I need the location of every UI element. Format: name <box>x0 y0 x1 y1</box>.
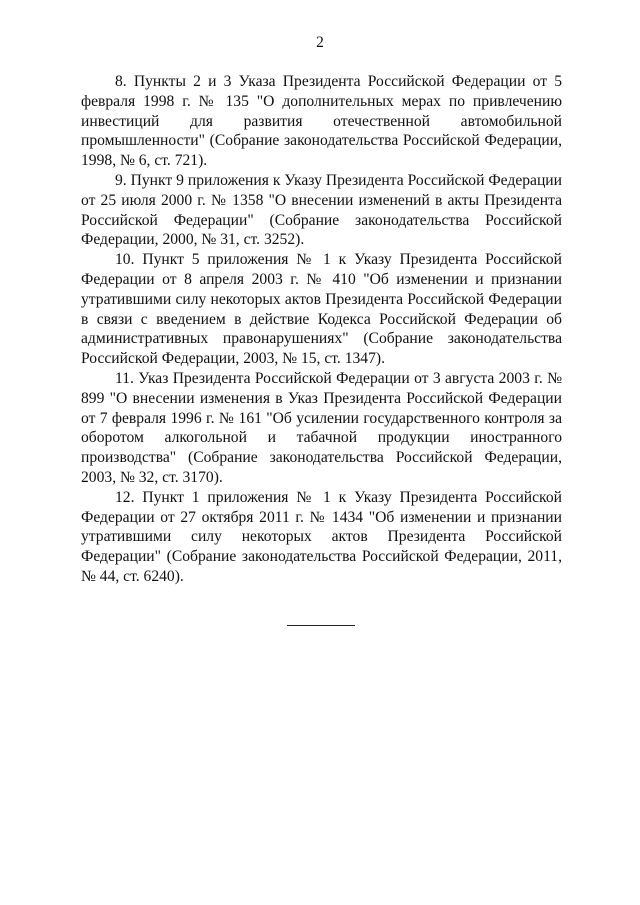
paragraph-item-11: 11. Указ Президента Российской Федерации от 3 августа 2003 г. № 899 "О внесении изменения в Указ Президента Российской Федерации от 7 февраля 1996 г. № 161 "Об усилении государственного контроля за оборотом алкогольной и табачной продукции иностранного производства" (Собрание законодательства Российской Федерации, 2003, № 32, ст. 3170). <box>81 369 562 486</box>
paragraph-item-12: 12. Пункт 1 приложения № 1 к Указу Президента Российской Федерации от 27 октября 2011 г. № 1434 "Об изменении и признании утратившими силу некоторых актов Президента Российской Федерации" (Собрание законодательства Российской Федерации, 2011, № 44, ст. 6240). <box>81 488 562 585</box>
closing-divider <box>287 625 355 626</box>
page-number: 2 <box>316 34 324 51</box>
paragraph-item-8: 8. Пункты 2 и 3 Указа Президента Российской Федерации от 5 февраля 1998 г. № 135 "О дополнительных мерах по привлечению инвестиций для развития отечественной автомобильной промышленности" (Собрание законодательства Российской Федерации, 1998, № 6, ст. 721). <box>81 73 562 170</box>
paragraph-item-9: 9. Пункт 9 приложения к Указу Президента Российской Федерации от 25 июля 2000 г. № 1358 "О внесении изменений в акты Президента Российской Федерации" (Собрание законодательства Российской Федерации, 2000, № 31, ст. 3252). <box>81 171 562 249</box>
document-body <box>81 72 562 587</box>
paragraph-item-10: 10. Пункт 5 приложения № 1 к Указу Президента Российской Федерации от 8 апреля 2003 г. № 410 "Об изменении и признании утратившими силу некоторых актов Президента Российской Федерации в связи с введением в действие Кодекса Российской Федерации об административных правонарушениях" (Собрание законодательства Российской Федерации, 2003, № 15, ст. 1347). <box>81 251 562 368</box>
